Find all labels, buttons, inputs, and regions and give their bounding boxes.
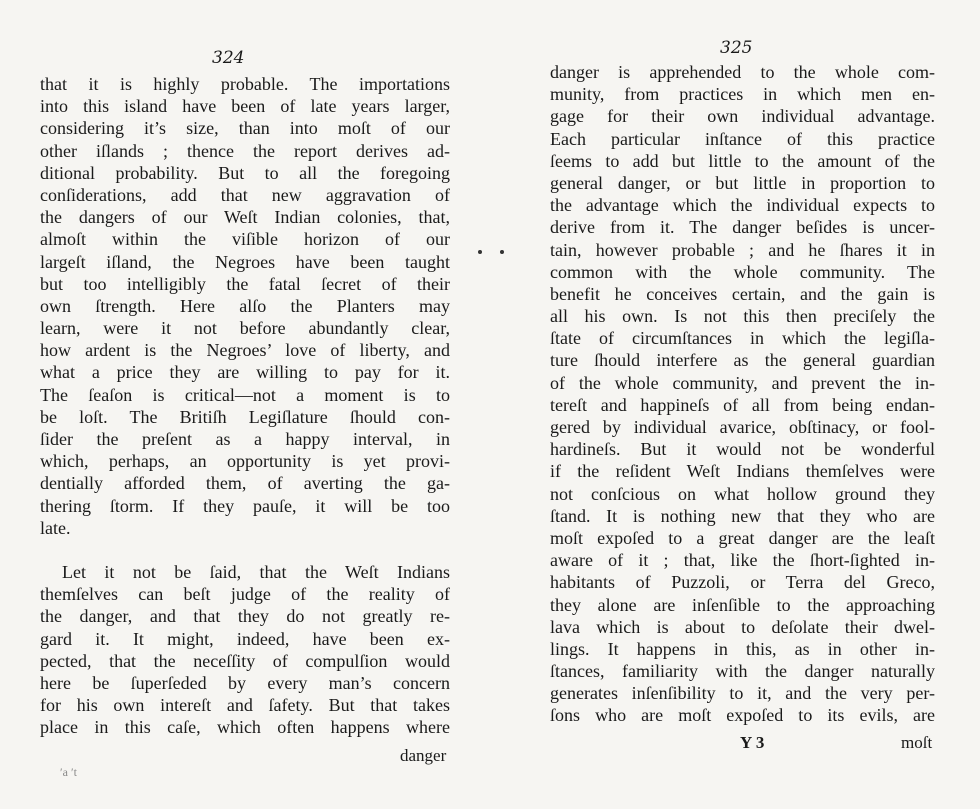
text-line: which, perhaps, an opportunity is yet provi- xyxy=(40,451,450,472)
text-line: the advantage which the individual expects to xyxy=(550,195,935,216)
text-line: the danger, and that they do not greatly re- xyxy=(40,606,450,627)
text-line: The ſeaſon is critical—not a moment is to xyxy=(40,384,450,405)
text-line: own ſtrength. Here alſo the Planters may xyxy=(40,295,450,316)
text-line: what a price they are willing to pay for it. xyxy=(40,362,450,383)
text-line: how ardent is the Negroes’ love of liberty, and xyxy=(40,340,450,361)
text-line: moſt expoſed to a great danger are the leaſt xyxy=(550,527,935,548)
text-line: ſeems to add but little to the amount of the xyxy=(550,150,935,171)
catchword: moſt xyxy=(901,733,933,752)
text-line: habitants of Puzzoli, or Terra del Greco, xyxy=(550,572,935,593)
text-line: gage for their own individual advantage. xyxy=(550,106,935,127)
text-line: late. xyxy=(40,517,71,538)
text-line: lava which is about to deſolate their dwel- xyxy=(550,616,935,637)
text-line: ſtand. It is nothing new that they who are xyxy=(550,505,935,526)
text-line: aware of it ; that, like the ſhort-ſighted in- xyxy=(550,550,935,571)
gutter-mark xyxy=(500,250,504,254)
text-line: for his own intereſt and ſafety. But that takes xyxy=(40,695,450,716)
text-line: conſiderations, add that new aggravation of xyxy=(40,184,450,205)
text-line: tain, however probable ; and he ſhares it in xyxy=(550,239,935,260)
text-line: of the whole community, and prevent the in- xyxy=(550,372,935,393)
text-line: munity, from practices in which men en- xyxy=(550,84,935,105)
page-number: 325 xyxy=(720,38,753,58)
text-line: almoſt within the viſible horizon of our xyxy=(40,229,450,250)
text-line: the dangers of our Weſt Indian colonies, that, xyxy=(40,207,450,228)
text-line: ſider the preſent as a happy interval, in xyxy=(40,429,450,449)
text-line: ditional probability. But to all the foregoing xyxy=(40,162,450,183)
stray-marks: ′a ′t xyxy=(60,765,77,779)
text-line: if the reſident Weſt Indians themſelves were xyxy=(550,461,935,482)
text-line: pected, that the neceſſity of compulſion would xyxy=(40,650,450,671)
text-line: learn, were it not before abundantly clear, xyxy=(40,318,450,339)
text-line: all his own. Is not this then preciſely the xyxy=(550,306,935,327)
page-text xyxy=(550,61,935,727)
text-line: thering ſtorm. If they pauſe, it will be too xyxy=(40,495,450,516)
text-line: benefit he conceives certain, and the gain is xyxy=(550,283,935,304)
text-line: other iſlands ; thence the report derives ad- xyxy=(40,140,450,161)
text-line: dentially afforded them, of averting the ga- xyxy=(40,473,450,494)
text-line: be loſt. The Britiſh Legiſlature ſhould con- xyxy=(40,406,450,427)
text-line: tereſt and happineſs of all from being endan- xyxy=(550,394,935,415)
text-line: danger is apprehended to the whole com- xyxy=(550,62,935,82)
page-number: 324 xyxy=(212,48,245,68)
text-line: largeſt iſland, the Negroes have been taught xyxy=(40,251,450,272)
text-line: Let it not be ſaid, that the Weſt Indians xyxy=(62,561,450,582)
page-text xyxy=(40,73,450,738)
text-line: derive from it. The danger beſides is uncer- xyxy=(550,217,935,238)
text-line: they alone are inſenſible to the approaching xyxy=(550,594,935,615)
text-line: ture ſhould interfere as the general guardian xyxy=(550,350,935,371)
text-line: gered by individual avarice, obſtinacy, or fool- xyxy=(550,417,935,437)
text-line: ſtate of circumſtances in which the legiſla- xyxy=(550,328,935,349)
text-line: not conſcious on what hollow ground they xyxy=(550,483,935,504)
text-line: ſons who are moſt expoſed to its evils, are xyxy=(550,705,935,726)
text-line: themſelves can beſt judge of the reality of xyxy=(40,584,450,605)
text-line: generates inſenſibility to it, and the very per- xyxy=(550,683,935,704)
text-line: gard it. It might, indeed, have been ex- xyxy=(40,628,450,649)
text-line: ſtances, familiarity with the danger naturally xyxy=(550,661,935,682)
text-line: general danger, or but little in proportion to xyxy=(550,172,935,193)
text-line: here be ſuperſeded by every man’s concern xyxy=(40,672,450,693)
text-line: but too intelligibly the fatal ſecret of their xyxy=(40,273,450,294)
text-line: into this island have been of late years larger, xyxy=(40,96,450,117)
gutter-mark xyxy=(478,250,482,254)
text-line: hardineſs. But it would not be wonderful xyxy=(550,439,935,460)
text-line: place in this caſe, which often happens where xyxy=(40,717,450,738)
paragraph-gap xyxy=(40,539,450,561)
text-line: considering it’s size, than into moſt of our xyxy=(40,118,450,139)
text-line: common with the whole community. The xyxy=(550,261,935,282)
text-line: Each particular inſtance of this practice xyxy=(550,128,935,149)
catchword: danger xyxy=(400,746,447,765)
signature-mark: Y 3 xyxy=(740,733,765,752)
text-line: that it is highly probable. The importations xyxy=(40,74,450,94)
text-line: lings. It happens in this, as in other in- xyxy=(550,638,935,659)
